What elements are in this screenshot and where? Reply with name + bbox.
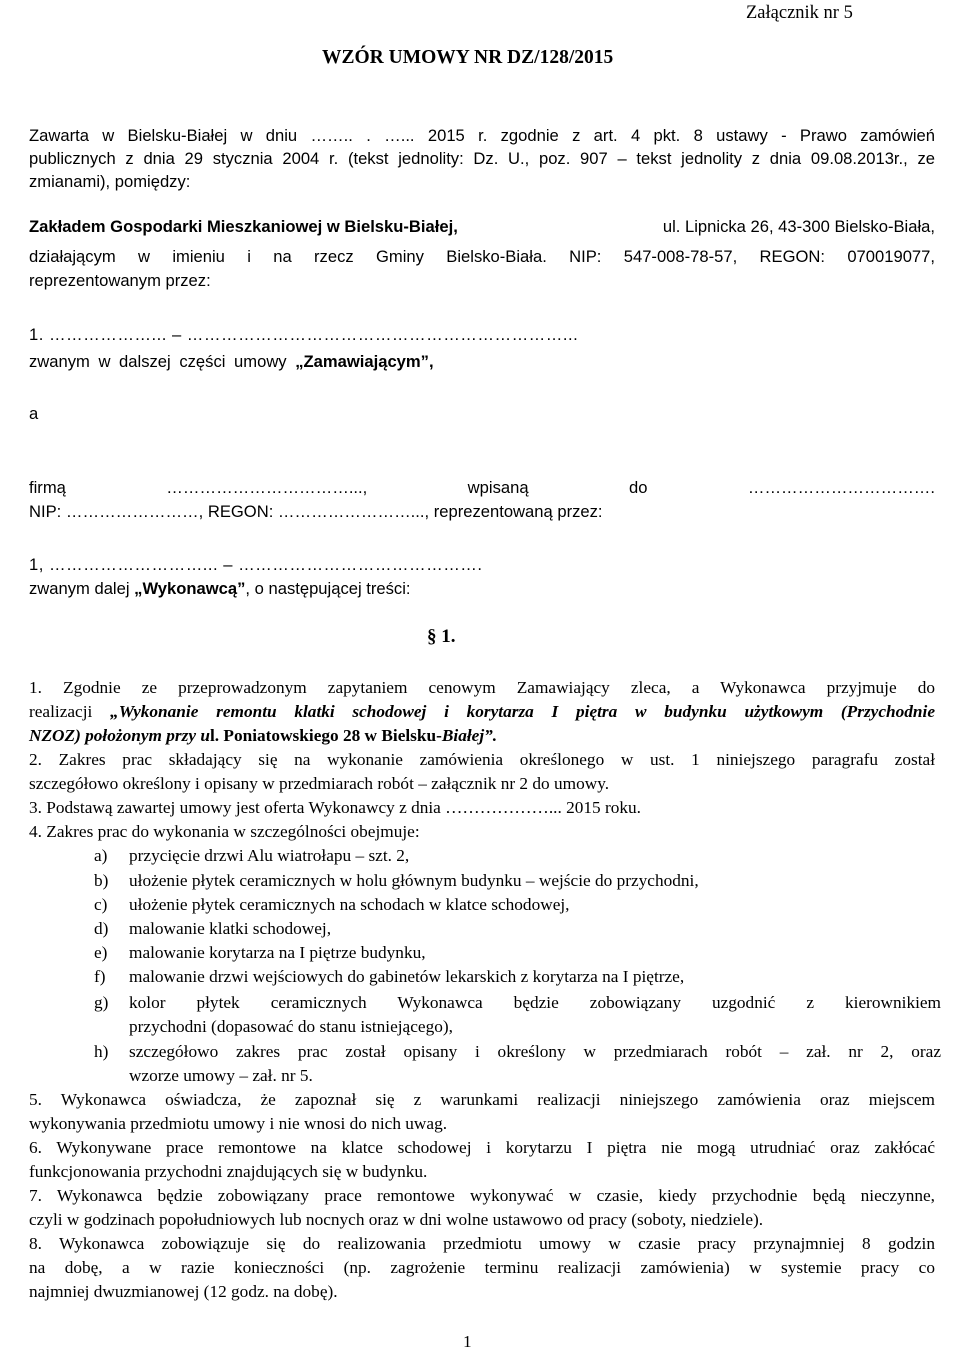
scope-letter-b: b) [94,871,109,890]
party1-line-3: reprezentowanym przez: [29,271,211,290]
scope-letter-f: f) [94,967,106,986]
party2-line-1: firmą ……………………………..., wpisaną do ……………………………. [29,478,935,497]
party2-called-post: , o następującej treści: [245,579,411,598]
scope-item-e: malowanie korytarza na I piętrze budynku, [129,943,426,962]
item-6-line-1: 6. Wykonywane prace remontowe na klatce schodowej i korytarzu I piętra nie mogą utrudniać oraz zakłócać [29,1138,935,1157]
annex-label: Załącznik nr 5 [746,3,853,23]
scope-item-c: ułożenie płytek ceramicznych na schodach w klatce schodowej, [129,895,570,914]
scope-item-g: kolor płytek ceramicznych Wykonawca będzie zobowiązany uzgodnić z kierownikiem [129,993,941,1012]
party1-name: Zakładem Gospodarki Mieszkaniowej w Bielsku-Białej, [29,217,458,236]
section-heading: § 1. [427,626,456,647]
conjunction-a: a [29,404,39,423]
intro-line-2: publicznych z dnia 29 stycznia 2004 r. (tekst jednolity: Dz. U., poz. 907 – tekst jednolity z dnia 09.08.2013r., ze [29,149,935,168]
para1-project-location: NZOZ) położonym przy u [29,726,210,745]
scope-letter-e: e) [94,943,108,962]
item-8-line-3: najmniej dwuzmianowej (12 godz. na dobę). [29,1282,338,1301]
item-2-line-1: 2. Zakres prac składający się na wykonanie zamówienia określonego w ust. 1 niniejszego paragrafu został [29,750,935,769]
item-8-line-2: na dobę, a w razie konieczności (np. zagrożenie terminu realizacji zamówienia) w systemie pracy co [29,1258,935,1277]
scope-item-g-cont: przychodni (dopasować do stanu istniejącego), [129,1017,453,1036]
scope-item-f: malowanie drzwi wejściowych do gabinetów lekarskich z korytarza na I piętrze, [129,967,685,986]
scope-letter-h: h) [94,1042,109,1061]
item-2-line-2: szczegółowo określony i opisany w przedmiarach robót – załącznik nr 2 do umowy. [29,774,610,793]
scope-letter-d: d) [94,919,109,938]
scope-item-h-cont: wzorze umowy – zał. nr 5. [129,1066,313,1085]
para1-street: l. Poniatowskiego 28 w Bielsku- [209,726,442,745]
scope-letter-g: g) [94,993,109,1012]
item-8-line-1: 8. Wykonawca zobowiązuje się do realizowania przedmiotu umowy w czasie pracy przynajmniej 8 godzin [29,1234,935,1253]
party2-line-2: NIP: ……………………, REGON: ……………………..., reprezentowaną przez: [29,502,603,521]
scope-item-b: ułożenie płytek ceramicznych w holu głównym budynku – wejście do przychodni, [129,871,699,890]
party2-called-text: zwanym dalej [29,579,135,598]
scope-item-h: szczegółowo zakres prac został opisany i określony w przedmiarach robót – zał. nr 2, oraz [129,1042,941,1061]
party2-called-name: „Wykonawcą” [134,579,246,598]
item-5-line-2: wykonywania przedmiotu umowy i nie wnosi do nich uwag. [29,1114,448,1133]
party2-called [29,578,411,600]
para1-line-2 [29,701,935,723]
para1-line-3 [29,725,497,747]
scope-item-a: przycięcie drzwi Alu wiatrołapu – szt. 2, [129,846,410,865]
para1-project-title: „Wykonanie remontu klatki schodowej i korytarza I piętra w budynku użytkowym (Przychodnie [110,702,935,721]
page-number: 1 [463,1332,472,1351]
party1-line-2: działającym w imieniu i na rzecz Gminy Bielsko-Biała. NIP: 547-008-78-57, REGON: 070019077, [29,247,935,266]
party2-representative: 1, ………………………... – ……………………………………. [29,555,483,574]
item-7-line-1: 7. Wykonawca będzie zobowiązany prace remontowe wykonywać w czasie, kiedy przychodnie będą nieczynne, [29,1186,935,1205]
item-3: 3. Podstawą zawartej umowy jest oferta Wykonawcy z dnia ………………... 2015 roku. [29,798,641,817]
item-7-line-2: czyli w godzinach popołudniowych lub nocnych oraz w dni wolne ustawowo od pracy (soboty, niedziele). [29,1210,764,1229]
party1-line-1 [29,216,935,238]
intro-line-3: zmianami), pomiędzy: [29,172,191,191]
scope-letter-c: c) [94,895,108,914]
para1-city: Białej”. [441,726,498,745]
para1-line-1: 1. Zgodnie ze przeprowadzonym zapytaniem cenowym Zamawiający zleca, a Wykonawca przyjmuje do [29,678,935,697]
party1-address: ul. Lipnicka 26, 43-300 Bielsko-Biała, [662,217,935,236]
item-4: 4. Zakres prac do wykonania w szczególności obejmuje: [29,822,420,841]
intro-line-1: Zawarta w Bielsku-Białej w dniu …….. . …... 2015 r. zgodnie z art. 4 pkt. 8 ustawy - Prawo zamówień [29,126,935,145]
party1-representative: 1. ………………... – …………………………………………………………... [29,325,579,344]
item-5-line-1: 5. Wykonawca oświadcza, że zapoznał się z warunkami realizacji niniejszego zamówienia oraz miejscem [29,1090,935,1109]
item-6-line-2: funkcjonowania przychodni znajdujących się w budynku. [29,1162,428,1181]
scope-item-d: malowanie klatki schodowej, [129,919,332,938]
party1-called-text: zwanym w dalszej części umowy [29,352,296,371]
page-title: WZÓR UMOWY NR DZ/128/2015 [322,47,614,68]
party1-called [29,351,434,373]
scope-letter-a: a) [94,846,108,865]
para1-realizacji: realizacji [29,702,111,721]
party1-called-name: „Zamawiającym”, [295,352,434,371]
